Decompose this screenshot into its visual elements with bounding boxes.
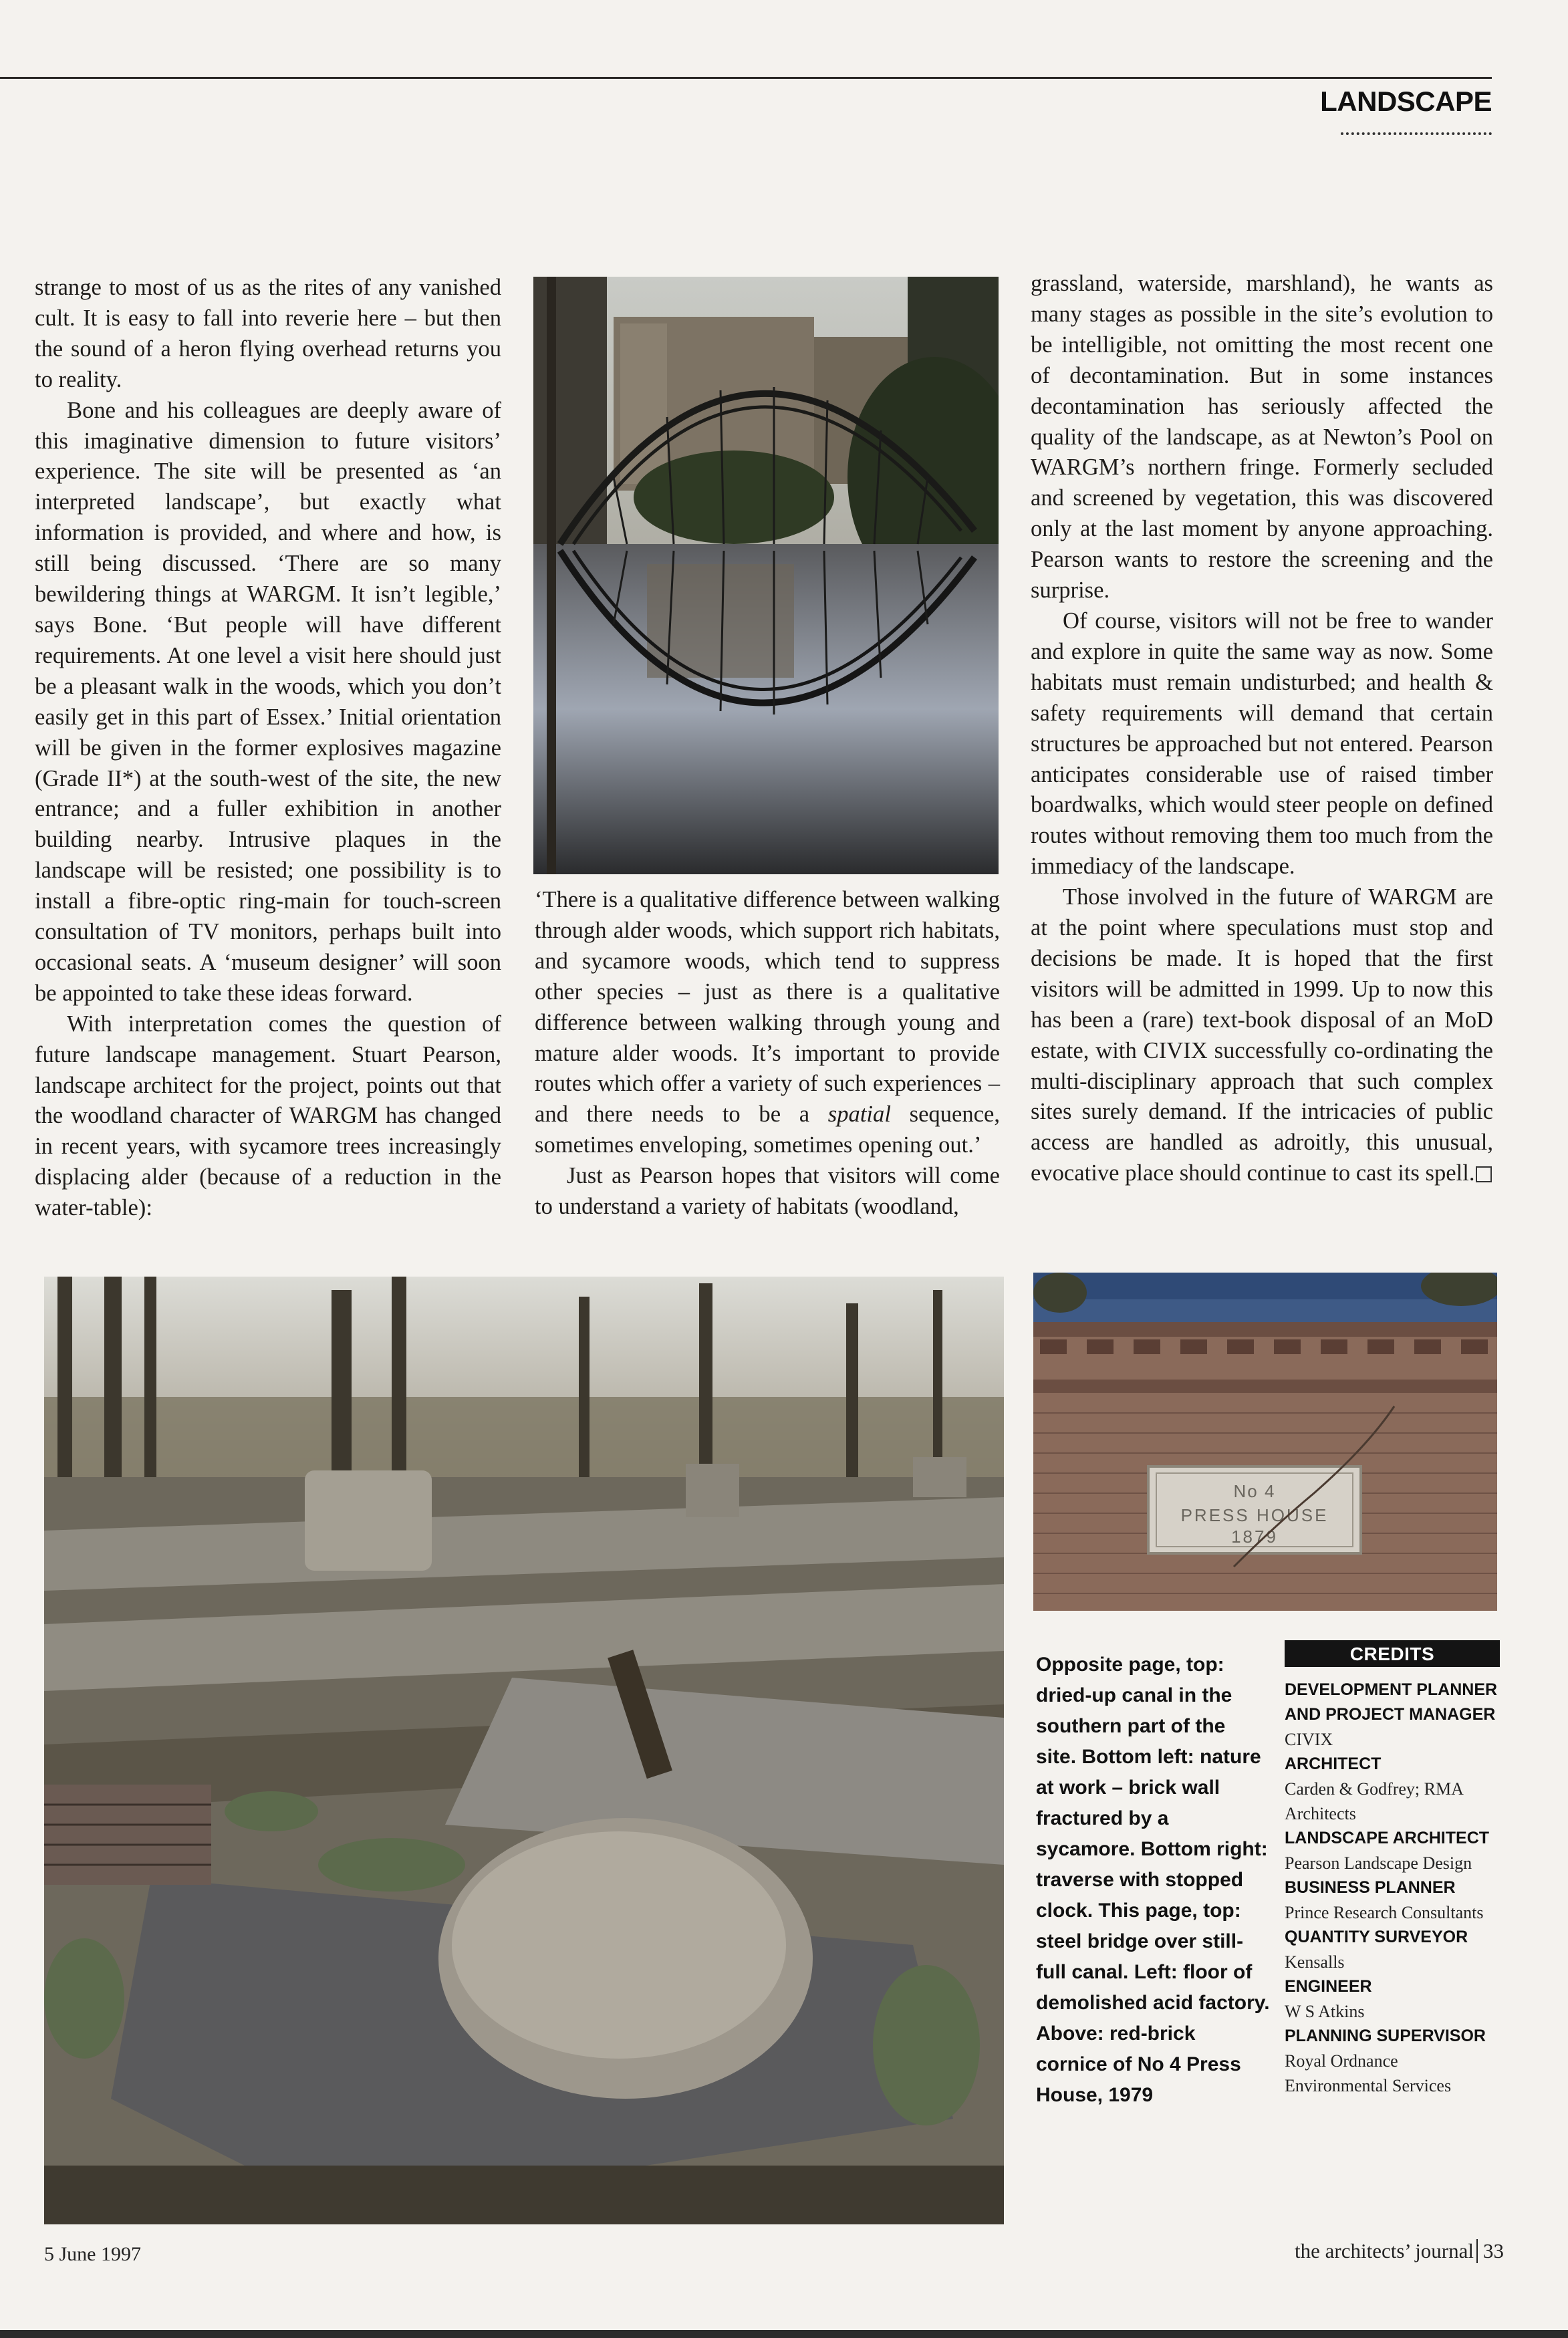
- publication-name: the architects’ journal: [1295, 2239, 1474, 2262]
- text-column-3: [1031, 269, 1493, 1189]
- text-column-1: [35, 273, 501, 1224]
- plaque-line-2: PRESS HOUSE: [1180, 1505, 1329, 1525]
- credit-name: Carden & Godfrey; RMA Architects: [1285, 1779, 1463, 1823]
- footer-publication: [1236, 2239, 1504, 2263]
- paragraph: With interpretation comes the question of future landscape management. Stuart Pearson, landscape architect for the project, points out that the woodland character of WARGM has changed in recent years, with sycamore trees increasingly displacing alder (because of a reduction in the water-table):: [35, 1011, 501, 1221]
- section-dotted-rule: [1341, 132, 1492, 135]
- paragraph: Of course, visitors will not be free to wander and explore in quite the same way as now. Some habitats must remain undisturbed; and health & safety requirements will demand that certain structures be approached but not entered. Pearson anticipates considerable use of raised timber boardwalks, which would steer people on defined routes without removing them too much from the immediacy of the landscape.: [1031, 608, 1493, 880]
- text-run: ‘There is a qualitative difference between walking through alder woods, which support rich habitats, and sycamore woods, which tend to suppress other species – just as there is a qualitative difference between walking through young and mature alder woods. It’s important to provide routes which offer a variety of such experiences – and there needs to be a: [535, 887, 1000, 1128]
- photo-steel-bridge: [533, 277, 999, 874]
- photo-press-house-cornice: [1033, 1273, 1497, 1611]
- floor-photo-art: [44, 1277, 1004, 2224]
- page-number: 33: [1483, 2239, 1504, 2262]
- credit-role: PLANNING SUPERVISOR: [1285, 2027, 1486, 2045]
- credits-title: CREDITS: [1285, 1640, 1500, 1667]
- text-run: Those involved in the future of WARGM are at the point where speculations must stop and decisions be made. It is hoped that the first visitors will be admitted in 1999. Up to now this has been a (rare) text-book disposal of an MoD estate, with CIVIX successfully co-ordinating the multi-disciplinary approach that such complex sites surely demand. If the intricacies of public access are handled as adroitly, this unusual, evocative place should continue to cast its spell.: [1031, 884, 1493, 1186]
- credit-name: Pearson Landscape Design: [1285, 1853, 1472, 1873]
- paragraph: strange to most of us as the rites of any vanished cult. It is easy to fall into reverie here – but then the sound of a heron flying overhead returns you to reality.: [35, 275, 501, 392]
- footer-separator: [1476, 2239, 1478, 2263]
- paragraph: [535, 885, 1000, 1161]
- credit-role: BUSINESS PLANNER: [1285, 1878, 1456, 1897]
- credit-role: ENGINEER: [1285, 1977, 1372, 1996]
- credit-role: ARCHITECT: [1285, 1755, 1382, 1773]
- credit-name: Prince Research Consultants: [1285, 1903, 1484, 1922]
- credit-role: LANDSCAPE ARCHITECT: [1285, 1829, 1490, 1847]
- credit-name: Royal Ordnance Environmental Services: [1285, 2051, 1452, 2095]
- text-run-italic: spatial: [827, 1101, 891, 1128]
- credit-role: DEVELOPMENT PLANNER AND PROJECT MANAGER: [1285, 1680, 1498, 1724]
- top-rule: [0, 77, 1492, 79]
- credits-box: [1285, 1640, 1500, 2098]
- credit-name: Kensalls: [1285, 1952, 1345, 1972]
- bridge-photo-art: [533, 277, 999, 874]
- credit-name: W S Atkins: [1285, 2002, 1365, 2021]
- paragraph: [1031, 882, 1493, 1189]
- credit-name: CIVIX: [1285, 1730, 1333, 1749]
- plaque-line-3: 1879: [1231, 1527, 1278, 1547]
- footer-date: 5 June 1997: [44, 2243, 141, 2265]
- press-photo-art: [1033, 1273, 1497, 1611]
- paragraph: grassland, waterside, marshland), he wants as many stages as possible in the site’s evolution to be intelligible, not omitting the most recent one of decontamination. But in some instances decontamination has seriously affected the quality of the landscape, as at Newton’s Pool on WARGM’s northern fringe. Formerly secluded and screened by vegetation, this was discovered only at the last moment by anyone approaching. Pearson wants to restore the screening and the surprise.: [1031, 271, 1493, 604]
- text-column-2: [535, 885, 1000, 1222]
- paragraph: Bone and his colleagues are deeply aware of this imaginative dimension to future visitors’ experience. The site will be presented as ‘an interpreted landscape’, but exactly what information is provided, and where and how, is still being discussed. ‘There are so many bewildering things at WARGM. It isn’t legible,’ says Bone. ‘But people will have different requirements. At one level a visit here should just be a pleasant walk in the woods, which you don’t easily get in this part of Essex.’ Initial orientation will be given in the former explosives magazine (Grade II*) at the south-west of the site, the new entrance; and a fuller exhibition in another building nearby. Intrusive plaques in the landscape will be resisted; one possibility is to install a fibre-optic ring-main for touch-screen consultation of TV monitors, perhaps built into occasional seats. A ‘museum designer’ will soon be appointed to take these ideas forward.: [35, 397, 501, 1006]
- photo-acid-factory-floor: [44, 1277, 1004, 2224]
- credits-list: [1285, 1678, 1500, 2098]
- end-mark-icon: [1476, 1166, 1492, 1182]
- section-label: LANDSCAPE: [1320, 86, 1492, 117]
- text-run: sequence, sometimes enveloping, sometimes opening out.’: [535, 1101, 1000, 1158]
- bottom-scan-edge: [0, 2330, 1568, 2338]
- plaque-line-1: No 4: [1233, 1481, 1276, 1501]
- paragraph: Just as Pearson hopes that visitors will come to understand a variety of habitats (woodland,: [535, 1163, 1000, 1220]
- photo-caption: Opposite page, top: dried-up canal in the southern part of the site. Bottom left: nature at work – brick wall fractured by a sycamore. Bottom right: traverse with stopped clock. This page, top: steel bridge over still-full canal. Left: floor of demolished acid factory. Above: red-brick cornice of No 4 Press House, 1979: [1036, 1654, 1270, 2106]
- credit-role: QUANTITY SURVEYOR: [1285, 1928, 1468, 1946]
